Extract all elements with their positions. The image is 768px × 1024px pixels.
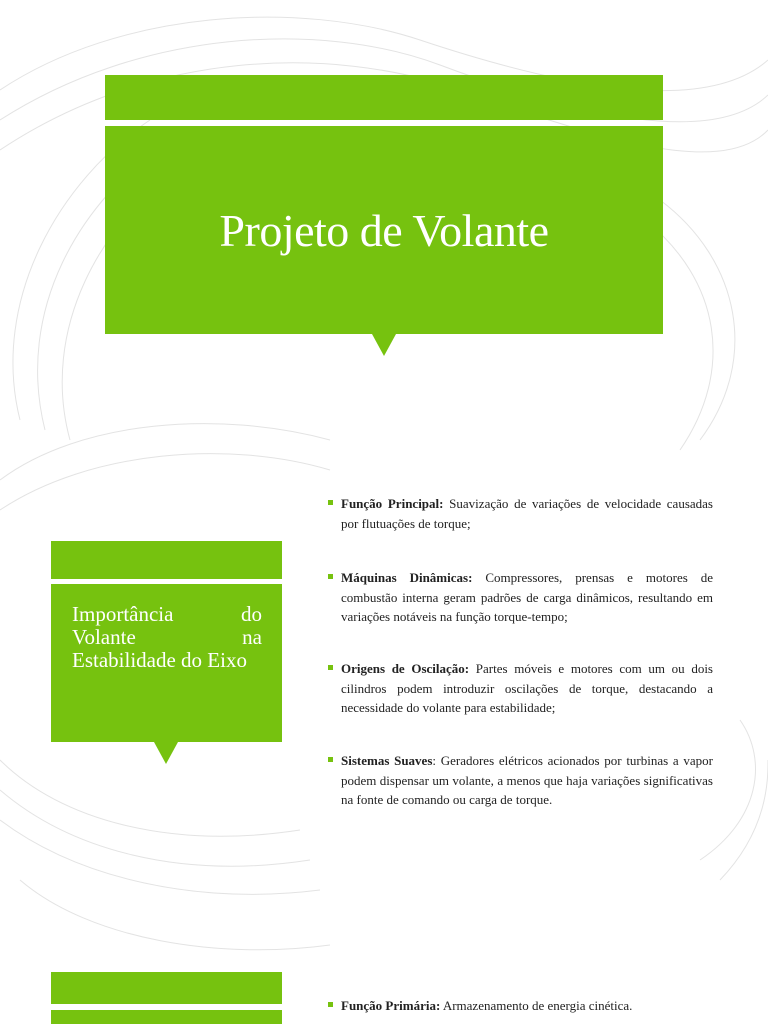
slide3-banner	[51, 1010, 282, 1024]
bullet-square-icon	[328, 757, 333, 762]
bullet-square-icon	[328, 500, 333, 505]
bullet-text: Partes móveis e motores com um ou dois cilindros podem introduzir oscilações de torque, destacando a necessidade do volante para estabilidade;	[341, 661, 713, 715]
bullet-text: Compressores, prensas e motores de combustão interna geram padrões de carga dinâmicos, resultando em variações notáveis na função torque-tempo;	[341, 570, 713, 624]
section-title-line1-right: do	[241, 602, 262, 626]
list-item	[328, 494, 713, 533]
bullet-term: Origens de Oscilação:	[341, 661, 470, 676]
bullet-term: Sistemas Suaves	[341, 753, 433, 768]
bullet-list	[328, 494, 713, 533]
list-item	[328, 659, 713, 718]
bullet-list	[328, 659, 713, 718]
bullet-list	[328, 568, 713, 627]
section-title-line2-right: na	[242, 625, 262, 649]
bullet-text: Suavização de variações de velocidade causadas por flutuações de torque;	[341, 496, 713, 531]
bullet-square-icon	[328, 574, 333, 579]
list-item	[328, 751, 713, 810]
bullet-term: Função Principal:	[341, 496, 444, 511]
slide3-top-bar	[51, 972, 282, 1004]
section-title-line3: Estabilidade do Eixo	[72, 648, 247, 672]
section-title	[72, 603, 262, 672]
bullet-text: Armazenamento de energia cinética.	[440, 998, 633, 1013]
bullet-square-icon	[328, 665, 333, 670]
section-title-line2-left: Volante	[72, 625, 136, 649]
bullet-square-icon	[328, 1002, 333, 1007]
title-top-bar	[105, 75, 663, 120]
bullet-list	[328, 751, 713, 810]
bullet-list	[328, 996, 713, 1016]
list-item	[328, 996, 713, 1016]
slide-title: Projeto de Volante	[219, 204, 549, 256]
title-banner-pointer	[372, 334, 396, 356]
bullet-term: Função Primária:	[341, 998, 441, 1013]
bullet-term: Máquinas Dinâmicas:	[341, 570, 473, 585]
bullet-text: : Geradores elétricos acionados por turbinas a vapor podem dispensar um volante, a menos que haja variações significativas na fonte de comando ou carga de torque.	[341, 753, 713, 807]
section-title-line1-left: Importância	[72, 602, 174, 626]
section-top-bar	[51, 541, 282, 579]
list-item	[328, 568, 713, 627]
section-banner-pointer	[154, 742, 178, 764]
